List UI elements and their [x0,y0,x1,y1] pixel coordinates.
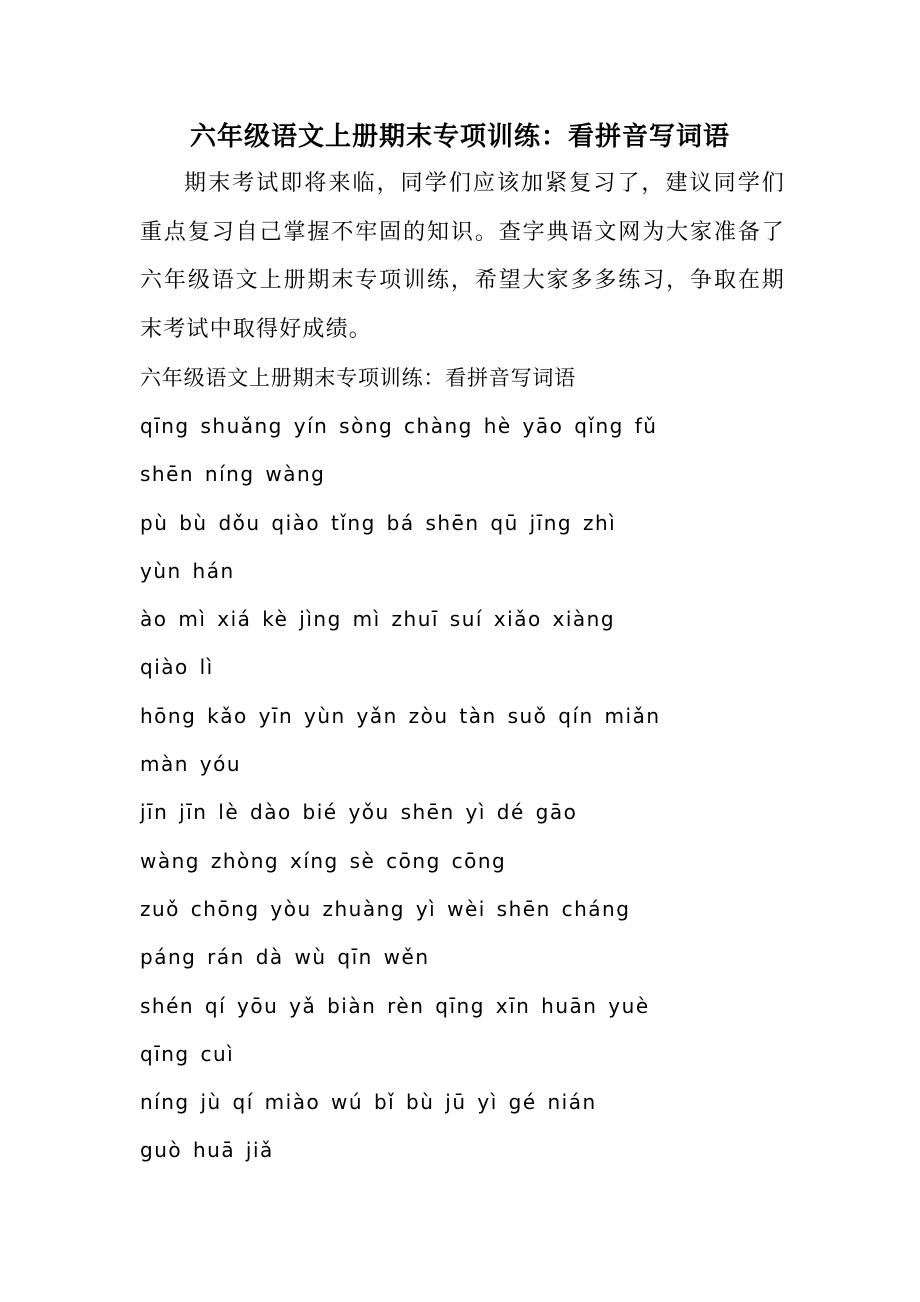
pinyin-line: níng jù qí miào wú bǐ bù jū yì gé nián [140,1090,597,1115]
section-subtitle: 六年级语文上册期末专项训练：看拼音写词语 [140,366,576,390]
pinyin-line: zuǒ chōng yòu zhuàng yì wèi shēn cháng [140,896,631,921]
document-title: 六年级语文上册期末专项训练：看拼音写词语 [189,122,730,152]
pinyin-line: páng rán dà wù qīn wěn [140,945,430,970]
pinyin-line: wàng zhòng xíng sè cōng cōng [140,848,507,873]
pinyin-line: yùn hán [140,558,235,583]
pinyin-exercise-list [140,402,800,1175]
pinyin-line: shēn níng wàng [140,462,326,487]
intro-paragraph: 期末考试即将来临，同学们应该加紧复习了，建议同学们重点复习自己掌握不牢固的知识。查字典语文网为大家准备了六年级语文上册期末专项训练，希望大家多多练习，争取在期末考试中取得好成绩。 [140,171,785,342]
pinyin-line: qīng cuì [140,1041,235,1066]
pinyin-line: màn yóu [140,752,242,777]
pinyin-line: jīn jīn lè dào bié yǒu shēn yì dé gāo [140,800,578,825]
pinyin-line: qiào lì [140,655,214,680]
pinyin-line: hōng kǎo yīn yùn yǎn zòu tàn suǒ qín miǎn [140,703,661,728]
pinyin-line: pù bù dǒu qiào tǐng bá shēn qū jīng zhì [140,510,617,535]
pinyin-line: shén qí yōu yǎ biàn rèn qīng xīn huān yuè [140,993,650,1018]
pinyin-line: qīng shuǎng yín sòng chàng hè yāo qǐng fǔ [140,414,658,438]
pinyin-line: ào mì xiá kè jìng mì zhuī suí xiǎo xiàng [140,607,616,632]
pinyin-line: guò huā jiǎ [140,1138,274,1163]
